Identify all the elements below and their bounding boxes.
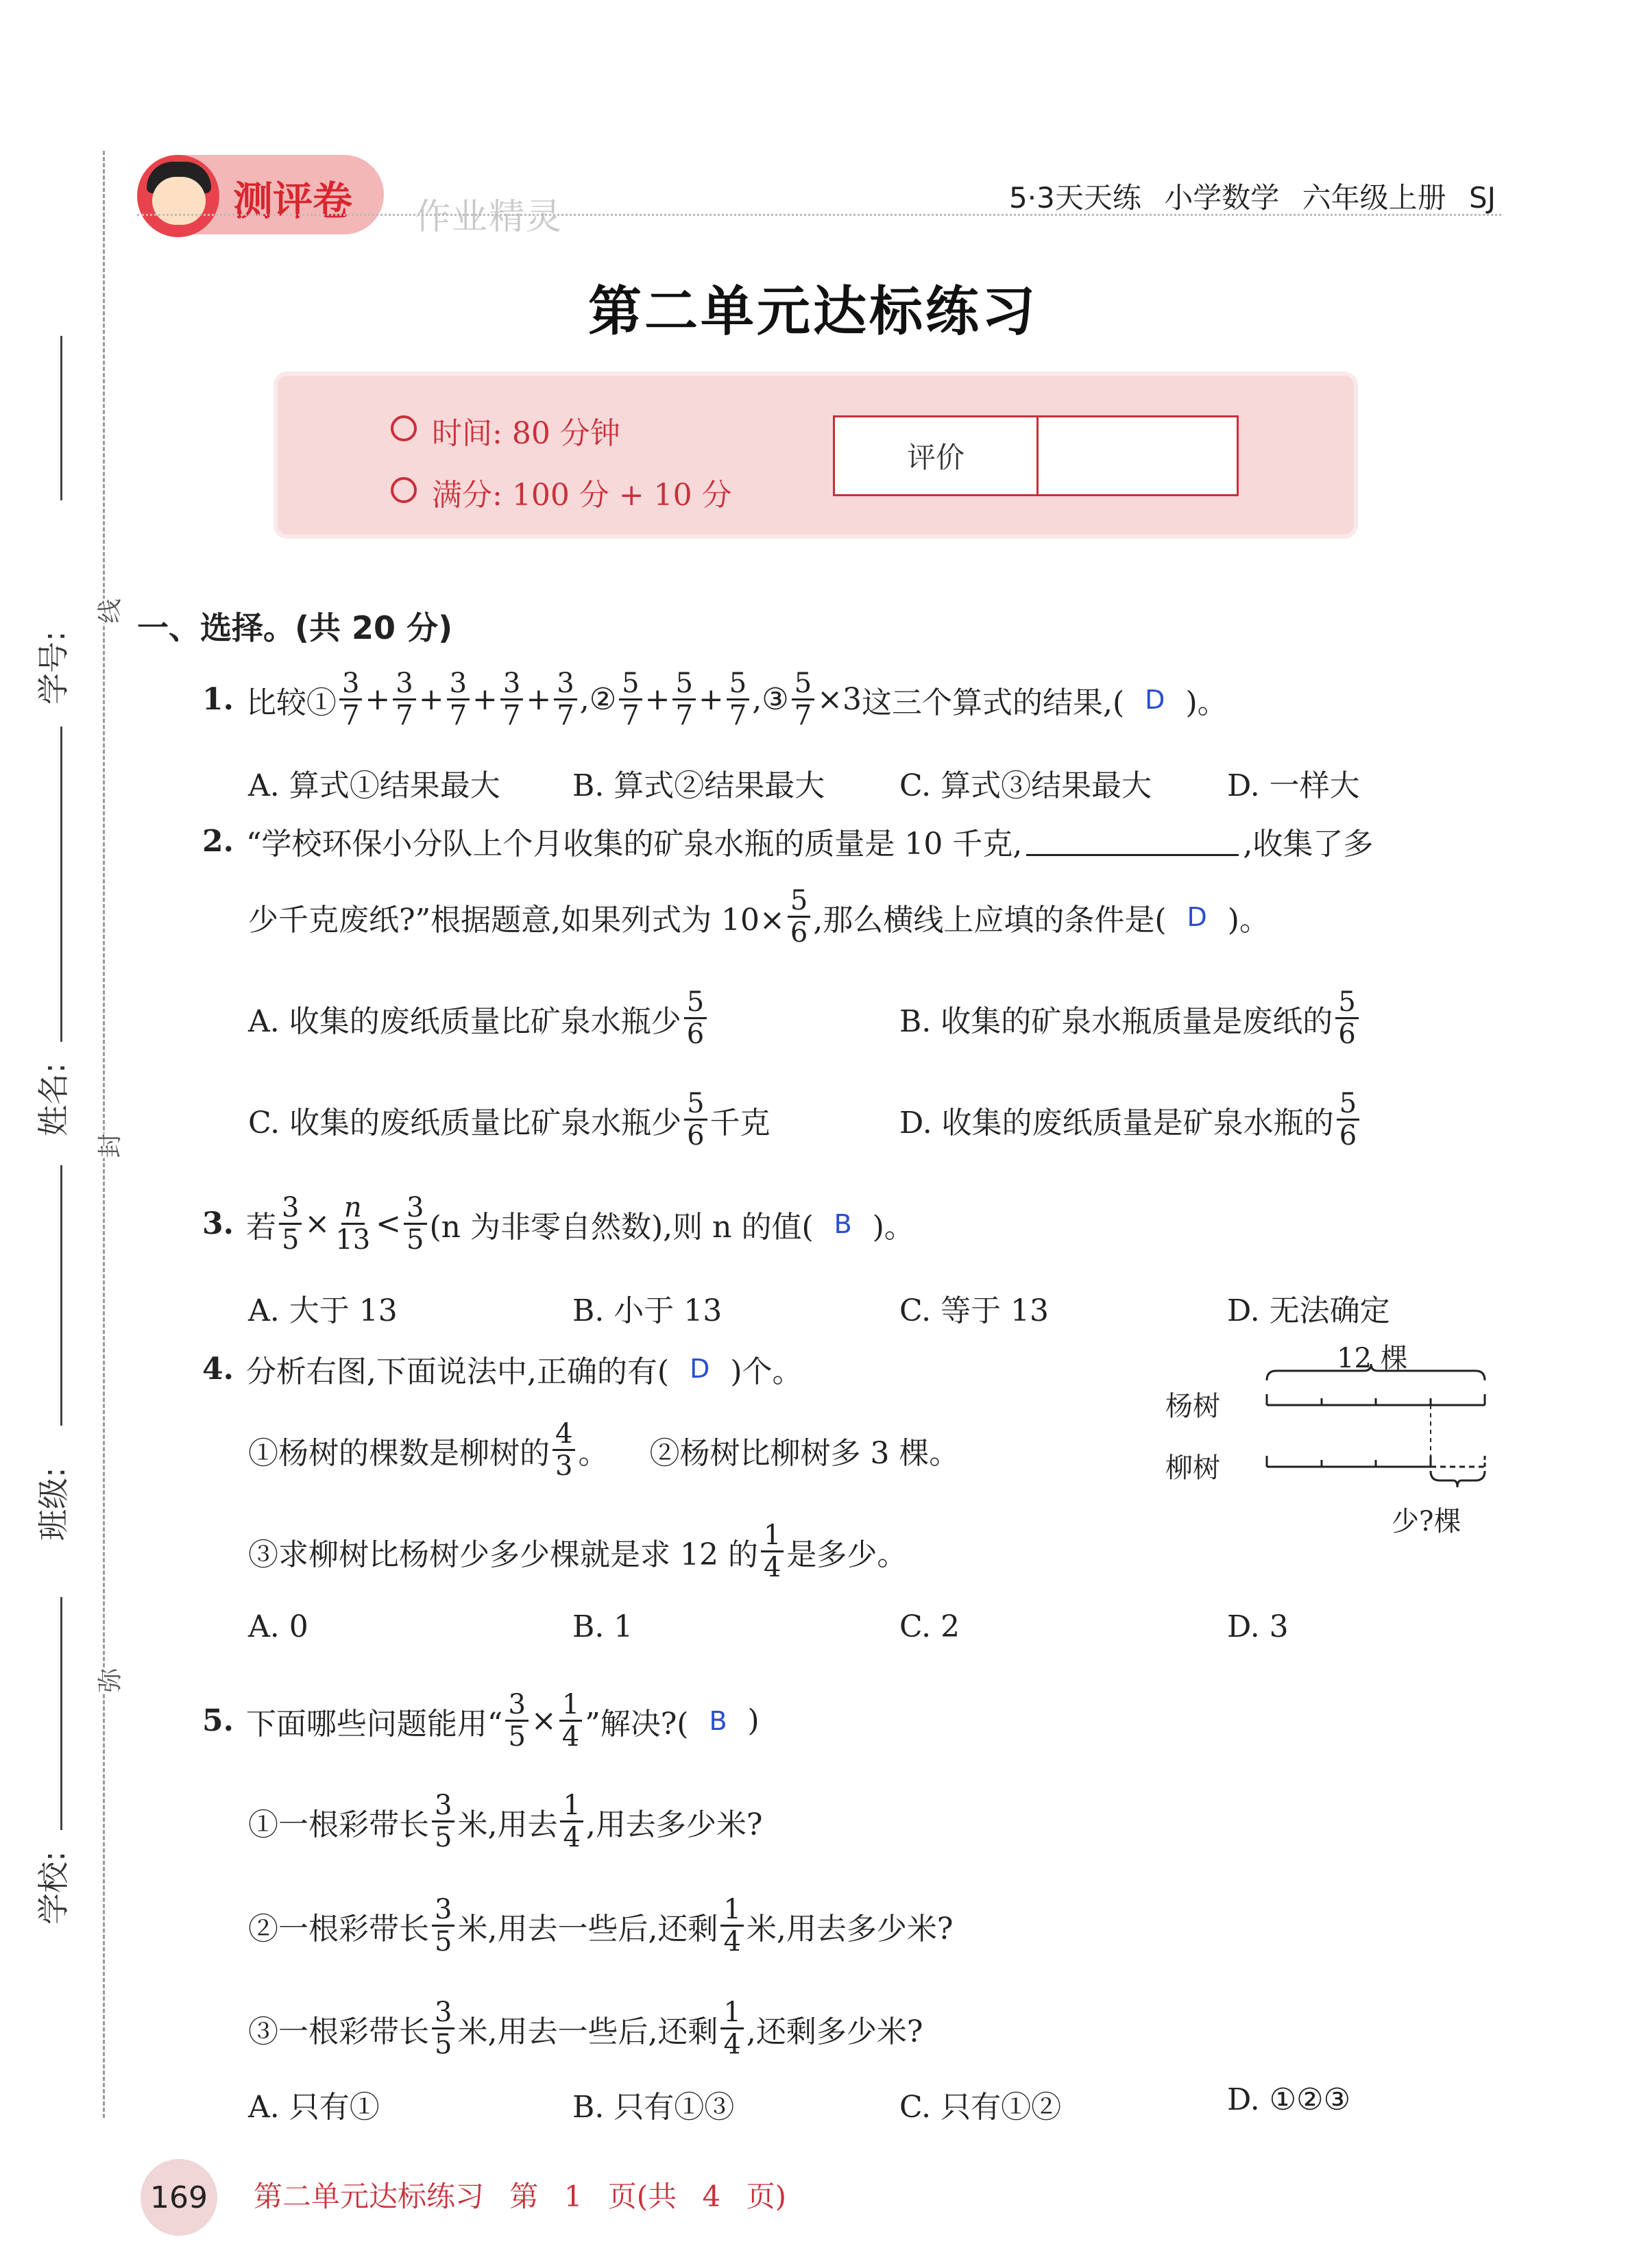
evaluation-box — [833, 415, 1239, 496]
clock-icon — [391, 415, 417, 441]
q1-number: 1. — [202, 682, 234, 717]
fraction: $\frac{3}{5}$ — [404, 1193, 426, 1255]
q4-answer[interactable]: D — [690, 1354, 710, 1384]
q2-text: “学校环保小分队上个月收集的矿泉水瓶的质量是 10 千克, — [245, 827, 1023, 862]
time-row — [432, 409, 620, 452]
class-label: 班级: — [35, 1467, 72, 1541]
q4-text: 分析右图,下面说法中,正确的有( — [245, 1354, 670, 1389]
q2-option-b[interactable]: B. 收集的矿泉水瓶质量是废纸的 $\frac{5}{6}$ — [899, 987, 1361, 1049]
q4-statement-3: ③求柳树比杨树少多少棵就是求 12 的 $\frac{1}{4}$ 是多少。 — [248, 1520, 908, 1583]
q3-answer[interactable]: B — [834, 1208, 852, 1239]
info-panel — [278, 376, 1354, 535]
question-2-line2 — [248, 886, 1270, 948]
time-value: 80 分钟 — [511, 416, 620, 451]
name-blank[interactable] — [60, 727, 62, 1042]
q3-option-a[interactable]: A. 大于 13 — [248, 1293, 398, 1328]
q1-option-b[interactable]: B. 算式②结果最大 — [572, 768, 825, 803]
q4-statement-2: ②杨树比柳树多 3 棵。 — [649, 1435, 960, 1471]
plus-sign: + — [644, 682, 670, 717]
page-title: 第二单元达标练习 — [587, 280, 1038, 343]
question-4 — [202, 1347, 803, 1391]
score-value: 100 分 + 10 分 — [511, 478, 732, 513]
fraction: $\frac{5}{7}$ — [619, 668, 642, 731]
q2-blank[interactable] — [1026, 827, 1239, 856]
school-label: 学校: — [35, 1851, 72, 1925]
footer-text: 第二单元达标练习 第 1 页(共 4 页) — [254, 2180, 786, 2213]
question-1 — [202, 668, 1228, 731]
cut-mark-close: 弥 — [87, 1668, 130, 1692]
q5-item-2: ②一根彩带长 $\frac{3}{5}$ 米,用去一些后,还剩 $\frac{1}{4}$ 米,用去多少米? — [248, 1894, 954, 1958]
q4-option-c[interactable]: C. 2 — [899, 1609, 960, 1644]
plus-sign: + — [418, 682, 444, 717]
cut-mark-line: 线 — [87, 598, 130, 623]
q5-close: ) — [747, 1703, 760, 1738]
fraction: $\frac{3}{7}$ — [447, 668, 470, 731]
fraction: $\frac{3}{7}$ — [554, 668, 577, 731]
badge-label: 测评卷 — [233, 178, 353, 224]
name-label: 姓名: — [35, 1062, 72, 1136]
section-title: 一、选择。(共 20 分) — [137, 609, 453, 646]
q1-sep: ,② — [579, 682, 617, 717]
q5-text: ”解决?( — [585, 1706, 689, 1742]
fraction: $\frac{5}{7}$ — [792, 668, 814, 731]
fraction: $\frac{5}{7}$ — [727, 668, 749, 731]
q5-item-1: ①一根彩带长 $\frac{3}{5}$ 米,用去 $\frac{1}{4}$ ,用去多少米? — [248, 1790, 763, 1853]
watermark: 作业精灵 — [415, 197, 563, 238]
score-row — [432, 470, 732, 514]
school-blank[interactable] — [60, 1597, 62, 1830]
q1-prefix: 比较① — [245, 685, 337, 720]
edition-code: SJ — [1468, 181, 1496, 215]
question-2 — [202, 819, 1373, 863]
diagram-poplar-label: 杨树 — [1165, 1391, 1220, 1422]
q2-option-a[interactable]: A. 收集的废纸质量比矿泉水瓶少 $\frac{5}{6}$ — [248, 987, 709, 1049]
q3-number: 3. — [202, 1206, 234, 1241]
check-icon — [391, 477, 417, 503]
q4-number: 4. — [202, 1351, 234, 1387]
q2-text: 少千克废纸?”根据题意,如果列式为 10× — [248, 902, 785, 938]
score-label: 满分: — [432, 478, 502, 513]
cut-mark-seal: 封 — [87, 1133, 130, 1158]
diagram-total-label: 12 棵 — [1337, 1343, 1408, 1374]
subject-name: 小学数学 — [1164, 181, 1280, 215]
fraction: $\frac{5}{7}$ — [672, 668, 695, 731]
tree-comparison-diagram — [1165, 1337, 1494, 1542]
diagram-willow-label: 柳树 — [1165, 1452, 1220, 1484]
q2-text: ,收集了多 — [1243, 827, 1374, 862]
fraction: $\frac{3}{5}$ — [279, 1193, 302, 1255]
fraction: $\frac{n}{13}$ — [335, 1192, 371, 1256]
question-3 — [202, 1193, 914, 1255]
diagram-diff-label: 少?棵 — [1392, 1506, 1461, 1537]
q5-option-c[interactable]: C. 只有①② — [899, 2090, 1062, 2125]
plus-sign: + — [365, 682, 391, 717]
q5-answer[interactable]: B — [709, 1705, 727, 1736]
q1-option-c[interactable]: C. 算式③结果最大 — [899, 768, 1152, 803]
q2-option-d[interactable]: D. 收集的废纸质量是矿泉水瓶的 $\frac{5}{6}$ — [899, 1088, 1362, 1151]
student-id-label: 学号: — [35, 631, 72, 705]
q2-text: ,那么横线上应填的条件是( — [813, 902, 1167, 938]
q1-tail: 这三个算式的结果,( — [862, 685, 1125, 720]
fraction: $\frac{3}{7}$ — [393, 668, 415, 731]
grade-name: 六年级上册 — [1302, 181, 1446, 215]
q1-close: )。 — [1185, 685, 1228, 720]
page-number: 169 — [141, 2159, 217, 2236]
q3-option-b[interactable]: B. 小于 13 — [572, 1293, 723, 1328]
fraction: $\frac{3}{7}$ — [500, 668, 523, 731]
times-sign: × — [304, 1206, 330, 1241]
class-blank[interactable] — [60, 1165, 62, 1426]
q4-statement-1: ①杨树的棵数是柳树的 $\frac{4}{3}$ 。 ②杨树比柳树多 3 棵。 — [248, 1418, 960, 1482]
q2-close: )。 — [1227, 902, 1270, 938]
q3-option-d[interactable]: D. 无法确定 — [1227, 1293, 1390, 1328]
q2-answer[interactable]: D — [1187, 901, 1207, 932]
q5-text: 下面哪些问题能用“ — [245, 1706, 503, 1742]
q3-close: )。 — [872, 1209, 914, 1245]
q5-option-a[interactable]: A. 只有① — [248, 2090, 380, 2125]
plus-sign: + — [698, 682, 724, 717]
evaluation-label: 评价 — [835, 417, 1039, 494]
header-divider — [137, 214, 1501, 216]
diagram-bars — [1165, 1337, 1494, 1542]
q4-option-d[interactable]: D. 3 — [1227, 1609, 1289, 1644]
question-5: 5. 下面哪些问题能用“ $\frac{3}{5}$ × $\frac{1}{4}$ ”解决?( B ) — [202, 1689, 760, 1753]
q4-option-a[interactable]: A. 0 — [248, 1609, 308, 1644]
book-info — [1009, 175, 1496, 217]
plus-sign: + — [526, 682, 552, 717]
q1-sep: ,③ — [752, 682, 789, 717]
q5-item-3: ③一根彩带长 $\frac{3}{5}$ 米,用去一些后,还剩 $\frac{1}{4}$ ,还剩多少米? — [248, 1997, 923, 2060]
q1-option-d[interactable]: D. 一样大 — [1227, 768, 1360, 803]
mascot-icon — [137, 155, 219, 237]
q3-text: (n 为非零自然数),则 n 的值( — [429, 1209, 814, 1245]
q1-times: ×3 — [817, 682, 862, 717]
q1-answer[interactable]: D — [1145, 684, 1165, 715]
series-name: 5·3天天练 — [1009, 181, 1141, 215]
q2-number: 2. — [202, 823, 234, 859]
q1-option-a[interactable]: A. 算式①结果最大 — [248, 768, 500, 803]
q3-option-c[interactable]: C. 等于 13 — [899, 1293, 1049, 1328]
plus-sign: + — [472, 682, 498, 717]
fraction: $\frac{5}{6}$ — [788, 886, 810, 948]
fraction: $\frac{3}{7}$ — [339, 668, 362, 731]
q2-option-c[interactable]: C. 收集的废纸质量比矿泉水瓶少 $\frac{5}{6}$ 千克 — [248, 1088, 770, 1151]
less-than-sign: < — [376, 1206, 402, 1241]
q5-option-d[interactable]: D. ①②③ — [1227, 2082, 1351, 2117]
q3-text: 若 — [245, 1209, 276, 1245]
student-id-blank[interactable] — [60, 336, 62, 500]
q4-option-b[interactable]: B. 1 — [572, 1609, 633, 1644]
q4-close: )个。 — [730, 1354, 803, 1389]
time-label: 时间: — [432, 416, 502, 451]
q5-number: 5. — [202, 1703, 234, 1738]
q5-option-b[interactable]: B. 只有①③ — [572, 2090, 735, 2125]
